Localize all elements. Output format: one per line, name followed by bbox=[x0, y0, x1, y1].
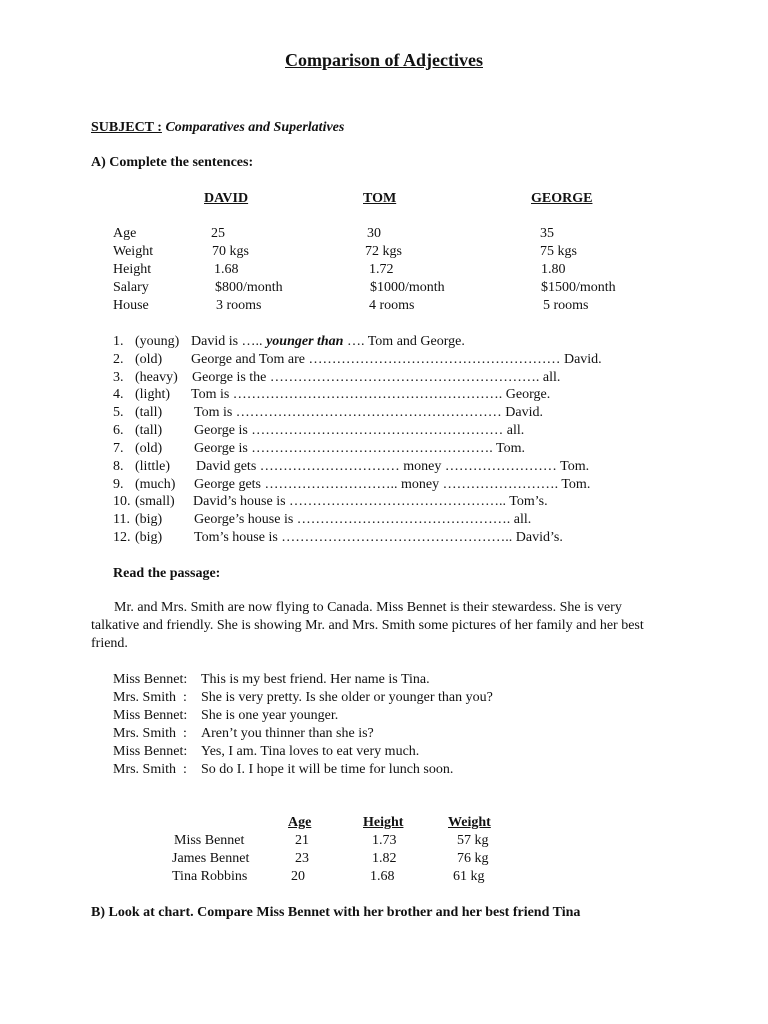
exercise-sentence: Tom is …………………………………………………. George. bbox=[191, 387, 551, 402]
cell-george-salary: $1500/month bbox=[541, 280, 616, 295]
bennet-row-name: James Bennet bbox=[172, 851, 250, 866]
column-header-height: Height bbox=[363, 815, 404, 830]
cell-tom-age: 30 bbox=[367, 226, 381, 241]
subject-line bbox=[91, 119, 344, 137]
exercise-sentence: George is the …………………………………………………. all. bbox=[192, 370, 561, 385]
dialogue-speaker: Mrs. Smith : bbox=[113, 690, 187, 705]
dialogue-line: This is my best friend. Her name is Tina. bbox=[201, 672, 430, 687]
bennet-cell-height: 1.73 bbox=[372, 833, 397, 848]
exercise-cue: (heavy) bbox=[135, 370, 178, 385]
exercise-cue: (light) bbox=[135, 387, 170, 402]
dialogue-line: So do I. I hope it will be time for lunch soon. bbox=[201, 762, 454, 777]
exercise-cue: (old) bbox=[135, 441, 163, 456]
dialogue-speaker: Mrs. Smith : bbox=[113, 762, 187, 777]
cell-david-age: 25 bbox=[211, 226, 225, 241]
cell-tom-salary: $1000/month bbox=[370, 280, 445, 295]
bennet-row-name: Tina Robbins bbox=[172, 869, 248, 884]
cell-george-height: 1.80 bbox=[541, 262, 566, 277]
column-header-age: Age bbox=[288, 815, 312, 830]
exercise-sentence: Tom’s house is ………………………………………….. David’s. bbox=[194, 530, 563, 545]
row-label-weight: Weight bbox=[113, 244, 154, 259]
section-b-heading: B) Look at chart. Compare Miss Bennet with her brother and her best friend Tina bbox=[91, 905, 581, 920]
column-header-george: GEORGE bbox=[531, 191, 593, 206]
exercise-sentence: Tom is ………………………………………………… David. bbox=[194, 405, 544, 420]
bennet-cell-weight: 76 kg bbox=[457, 851, 489, 866]
exercise-sentence: George’s house is ………………………………………. all. bbox=[194, 512, 532, 527]
cell-tom-house: 4 rooms bbox=[369, 298, 415, 313]
dialogue-line: She is very pretty. Is she older or younger than you? bbox=[201, 690, 493, 705]
section-a-heading: A) Complete the sentences: bbox=[91, 155, 254, 170]
bennet-cell-age: 21 bbox=[295, 833, 309, 848]
exercise-number: 5. bbox=[113, 405, 124, 420]
exercise-answer: younger than bbox=[266, 334, 344, 349]
cell-david-salary: $800/month bbox=[215, 280, 283, 295]
cell-george-house: 5 rooms bbox=[543, 298, 589, 313]
cell-george-age: 35 bbox=[540, 226, 554, 241]
exercise-sentence: George gets ……………………….. money ……………………. Tom. bbox=[194, 477, 591, 492]
exercise-cue: (tall) bbox=[135, 405, 163, 420]
cell-tom-weight: 72 kgs bbox=[365, 244, 402, 259]
read-passage-heading: Read the passage: bbox=[113, 566, 221, 581]
cell-david-height: 1.68 bbox=[214, 262, 239, 277]
bennet-row-name: Miss Bennet bbox=[174, 833, 245, 848]
dialogue-line: Yes, I am. Tina loves to eat very much. bbox=[201, 744, 420, 759]
exercise-sentence: David’s house is ……………………………………….. Tom’s. bbox=[193, 494, 548, 509]
exercise-sentence: George is ……………………………………………. Tom. bbox=[194, 441, 525, 456]
exercise-number: 9. bbox=[113, 477, 124, 492]
exercise-cue: (big) bbox=[135, 530, 163, 545]
bennet-cell-age: 20 bbox=[291, 869, 305, 884]
row-label-height: Height bbox=[113, 262, 152, 277]
exercise-sentence: George is ……………………………………………… all. bbox=[194, 423, 525, 438]
exercise-number: 7. bbox=[113, 441, 124, 456]
row-label-house: House bbox=[113, 298, 149, 313]
column-header-david: DAVID bbox=[204, 191, 249, 206]
subject-label: SUBJECT : bbox=[91, 120, 162, 135]
column-header-weight: Weight bbox=[448, 815, 491, 830]
bennet-cell-weight: 61 kg bbox=[453, 869, 485, 884]
page-title: Comparison of Adjectives bbox=[285, 50, 483, 70]
dialogue-speaker: Mrs. Smith : bbox=[113, 726, 187, 741]
column-header-tom: TOM bbox=[363, 191, 397, 206]
exercise-cue: (much) bbox=[135, 477, 176, 492]
exercise-cue: (little) bbox=[135, 459, 170, 474]
dialogue-line: She is one year younger. bbox=[201, 708, 339, 723]
bennet-cell-age: 23 bbox=[295, 851, 309, 866]
passage-text: Mr. and Mrs. Smith are now flying to Canada. Miss Bennet is their stewardess. She is very talkative and friendly. She is showing Mr. and Mrs. Smith some pictures of her family and her best friend. bbox=[91, 600, 644, 651]
cell-david-house: 3 rooms bbox=[216, 298, 262, 313]
exercise-sentence bbox=[191, 333, 465, 351]
bennet-cell-height: 1.68 bbox=[370, 869, 395, 884]
dialogue-speaker: Miss Bennet: bbox=[113, 708, 188, 723]
subject-value: Comparatives and Superlatives bbox=[165, 120, 345, 135]
exercise-cue: (big) bbox=[135, 512, 163, 527]
exercise-sentence: David gets ………………………… money …………………… Tom. bbox=[196, 459, 590, 474]
exercise-number: 10. bbox=[113, 494, 131, 509]
bennet-cell-weight: 57 kg bbox=[457, 833, 489, 848]
exercise-number: 8. bbox=[113, 459, 124, 474]
dialogue-line: Aren’t you thinner than she is? bbox=[201, 726, 374, 741]
exercise-number: 11. bbox=[113, 512, 130, 527]
cell-tom-height: 1.72 bbox=[369, 262, 394, 277]
exercise-number: 6. bbox=[113, 423, 124, 438]
cell-george-weight: 75 kgs bbox=[540, 244, 577, 259]
row-label-age: Age bbox=[113, 226, 137, 241]
exercise-cue: (small) bbox=[135, 494, 175, 509]
exercise-cue: (young) bbox=[135, 334, 180, 349]
exercise-number: 12. bbox=[113, 530, 131, 545]
exercise-pre: David is ….. bbox=[191, 334, 263, 349]
exercise-post: …. Tom and George. bbox=[346, 334, 465, 349]
exercise-number: 4. bbox=[113, 387, 124, 402]
exercise-cue: (old) bbox=[135, 352, 163, 367]
dialogue-speaker: Miss Bennet: bbox=[113, 744, 188, 759]
bennet-cell-height: 1.82 bbox=[372, 851, 397, 866]
dialogue-speaker: Miss Bennet: bbox=[113, 672, 188, 687]
exercise-number: 2. bbox=[113, 352, 124, 367]
cell-david-weight: 70 kgs bbox=[212, 244, 249, 259]
exercise-number: 3. bbox=[113, 370, 124, 385]
exercise-cue: (tall) bbox=[135, 423, 163, 438]
row-label-salary: Salary bbox=[113, 280, 149, 295]
exercise-sentence: George and Tom are ……………………………………………… David. bbox=[191, 352, 602, 367]
exercise-number: 1. bbox=[113, 334, 124, 349]
